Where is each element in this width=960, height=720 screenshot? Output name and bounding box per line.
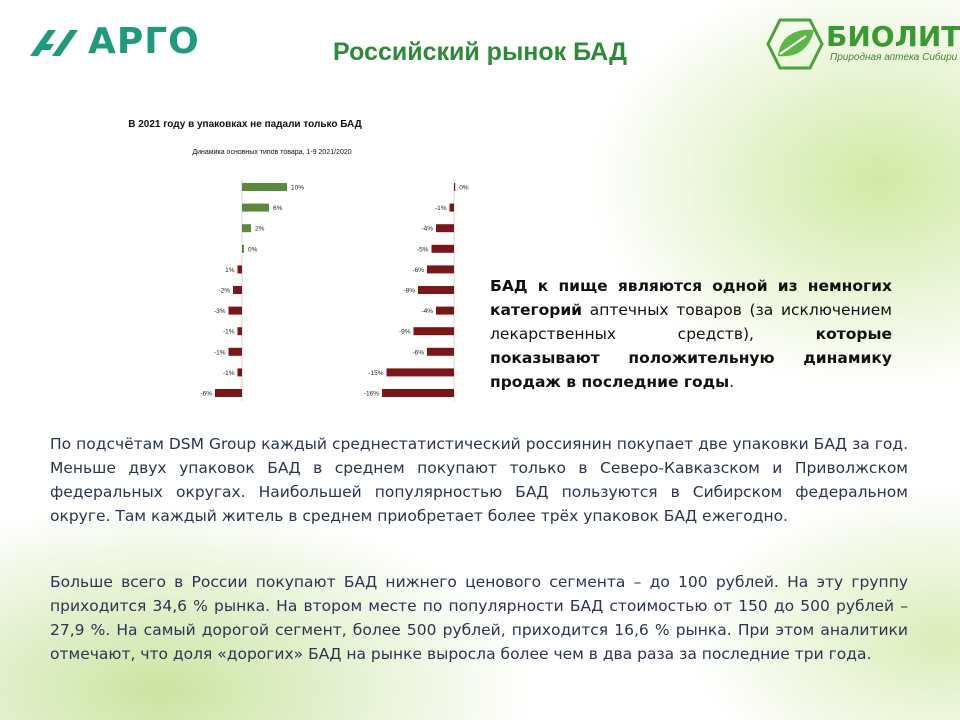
callout-text-2: . [729,373,735,391]
chart-subtitle: Динамика основных типов товара, 1-9 2021/2020 [192,149,352,156]
left-value-label: 2% [255,225,265,233]
left-bar [242,183,287,191]
biolit-name: БИОЛИТ [826,20,960,53]
right-bar [414,327,455,335]
paragraph-price-segments: Больше всего в России покупают БАД нижнего ценового сегмента – до 100 рублей. На эту группу приходится 34,6 % рынка. На втором месте по популярности БАД стоимостью от 150 до 500 рублей – 27,9 %. На самый дорогой сегмент, более 500 рублей, приходится 16,6 % рынка. При этом аналитики отмечают, что доля «дорогих» БАД на рынке выросла более чем в два раза за последние три года. [50,573,908,663]
left-bar [238,327,243,335]
left-value-label: -3% [213,308,226,316]
biolit-leaf-icon [766,18,824,70]
left-bar [215,389,242,397]
left-bar [242,224,251,232]
right-bar [418,286,454,294]
right-value-label: -1% [434,205,447,213]
right-value-label: -5% [416,246,429,254]
right-callout [490,274,892,394]
left-bar [242,245,244,253]
argo-logo-text: АРГО [88,21,200,62]
left-value-label: 0% [248,246,258,254]
left-bar [238,265,243,273]
chart-title: В 2021 году в упаковках не падали только БАД [128,119,362,130]
right-value-label: -6% [412,349,424,357]
right-value-label: -6% [412,266,424,274]
right-bar [382,389,454,397]
bad-dynamics-chart [50,110,480,420]
biolit-logo [766,18,960,70]
left-value-label: -1% [222,328,235,336]
callout-text-1: аптечных товаров (за исключением лекарственных средств), [490,301,892,343]
right-bar [450,204,455,212]
left-value-label: -2% [218,287,230,295]
right-value-label: 0% [459,184,469,192]
right-value-label: -4% [421,225,433,233]
right-value-label: -8% [403,287,415,295]
left-value-label: 6% [273,205,283,213]
left-bar [229,348,243,356]
paragraph-dsm: По подсчётам DSM Group каждый среднестатистический россиянин покупает две упаковки БАД за год. Меньше двух упаковок БАД в среднем покупают только в Северо-Кавказском и Приволжском федеральных округах. Наибольшей популярностью БАД пользуются в Сибирском федеральном округе. Там каждый житель в среднем приобретает более трёх упаковок БАД ежегодно. [50,435,908,525]
left-bar [233,286,242,294]
left-value-label: 10% [291,184,305,192]
left-value-label: -1% [213,349,226,357]
page-title: Российский рынок БАД [333,38,627,66]
right-value-label: -15% [368,369,384,377]
right-value-label: -9% [398,328,411,336]
left-bar [229,307,243,315]
right-bar [454,183,455,191]
right-bar [432,245,455,253]
right-bar [427,348,454,356]
left-value-label: -1% [222,369,235,377]
left-bar [242,204,269,212]
biolit-tagline: Природная аптека Сибири [830,52,958,63]
callout-bold-1: БАД к пище являются одной из немногих категорий [490,277,892,319]
right-value-label: -16% [363,390,379,398]
left-bar [238,368,243,376]
right-bar [436,224,454,232]
callout-bold-2: которые показывают положительную динамику продаж в последние годы [490,325,892,391]
left-value-label: -6% [200,390,212,398]
right-bar [387,368,455,376]
left-value-label: 1% [225,266,235,274]
right-bar [436,307,454,315]
right-bar [427,265,454,273]
right-value-label: -4% [421,308,433,316]
